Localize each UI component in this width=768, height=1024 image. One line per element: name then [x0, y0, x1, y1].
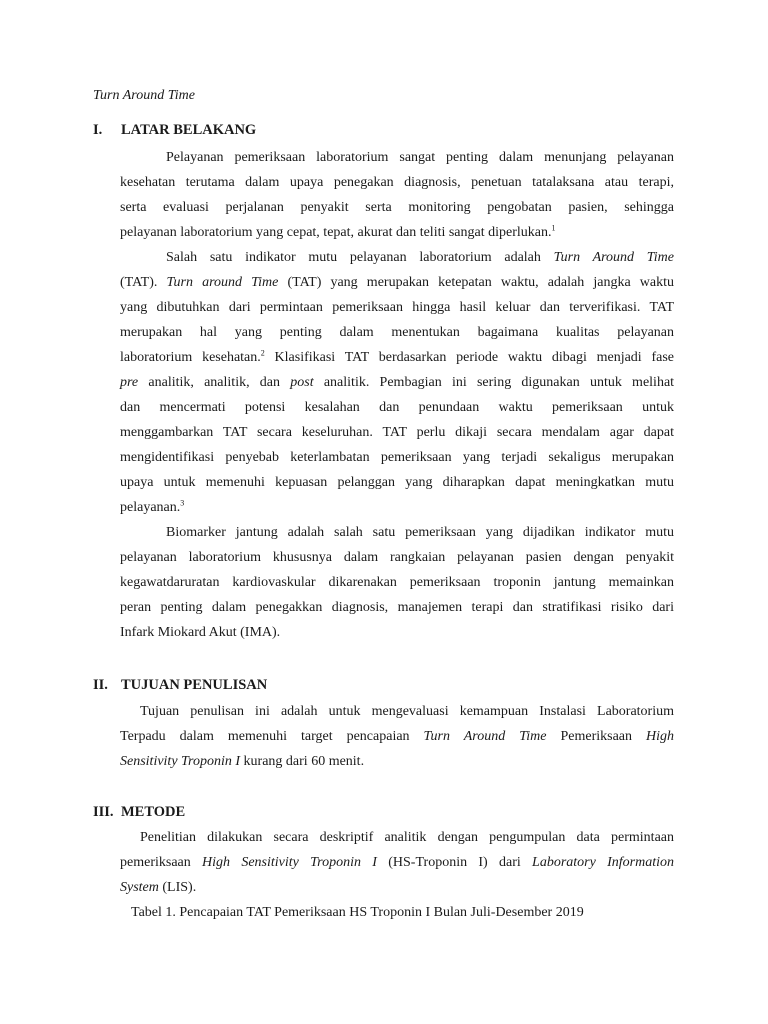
- section-number: I.: [93, 122, 103, 138]
- emphasis-text: Sensitivity Troponin I: [120, 754, 241, 769]
- line-text: analitik, analitik, dan: [148, 375, 281, 390]
- paragraph-line: [120, 498, 674, 518]
- emphasis-text: System: [120, 880, 159, 895]
- line-text: pelayanan laboratorium yang cepat, tepat, akurat dan teliti sangat diperlukan.: [120, 225, 552, 240]
- paragraph-line: serta evaluasi perjalanan penyakit serta monitoring pengobatan pasien, sehingga: [120, 200, 674, 215]
- paragraph-line: Tujuan penulisan ini adalah untuk mengevaluasi kemampuan Instalasi Laboratorium: [140, 704, 674, 719]
- paragraph-line: merupakan hal yang penting dalam menentukan bagaimana kualitas pelayanan: [120, 325, 674, 340]
- paragraph-line: kesehatan terutama dalam upaya penegakan diagnosis, penetuan tatalaksana atau terapi,: [120, 175, 674, 190]
- line-text: analitik. Pembagian ini sering digunakan untuk melihat: [323, 375, 675, 390]
- table-caption: Tabel 1. Pencapaian TAT Pemeriksaan HS Troponin I Bulan Juli-Desember 2019: [131, 905, 584, 920]
- paragraph-line: [120, 752, 674, 772]
- paragraph-line: Infark Miokard Akut (IMA).: [120, 625, 281, 640]
- line-text: (TAT).: [120, 275, 158, 290]
- emphasis-text: Laboratory Information: [532, 855, 675, 870]
- emphasis-text: post: [290, 375, 314, 390]
- paragraph-line: [120, 373, 674, 393]
- section-heading-metode: [93, 802, 185, 822]
- emphasis-text: High Sensitivity Troponin I: [202, 855, 377, 870]
- section-title: LATAR BELAKANG: [121, 122, 257, 138]
- line-text: kurang dari 60 menit.: [243, 754, 365, 769]
- paragraph-line: Pelayanan pemeriksaan laboratorium sangat penting dalam menunjang pelayanan: [166, 150, 674, 165]
- paragraph-line: kegawatdaruratan kardiovaskular dikarenakan pemeriksaan troponin jantung memainkan: [120, 575, 674, 590]
- paragraph-line: dan mencermati potensi kesalahan dan penundaan waktu pemeriksaan untuk: [120, 400, 674, 415]
- document-title: Turn Around Time: [93, 88, 195, 103]
- paragraph-line: [120, 348, 674, 368]
- emphasis-text: Turn around Time: [166, 275, 279, 290]
- paragraph-line: [166, 248, 674, 268]
- line-text: pemeriksaan: [120, 855, 191, 870]
- paragraph-line: Penelitian dilakukan secara deskriptif analitik dengan pengumpulan data permintaan: [140, 830, 674, 845]
- paragraph-line: upaya untuk memenuhi kepuasan pelanggan yang diharapkan dapat meningkatkan mutu: [120, 475, 674, 490]
- paragraph-line: peran penting dalam penegakkan diagnosis, manajemen terapi dan stratifikasi risiko dari: [120, 600, 674, 615]
- emphasis-text: High: [646, 729, 674, 744]
- section-title: TUJUAN PENULISAN: [121, 677, 268, 693]
- line-text: (LIS).: [162, 880, 197, 895]
- line-text: (HS-Troponin I) dari: [388, 855, 521, 870]
- paragraph-line: [120, 878, 674, 898]
- emphasis-text: pre: [120, 375, 139, 390]
- paragraph-line: [120, 853, 674, 873]
- paragraph-line: [120, 273, 674, 293]
- paragraph-line: [120, 223, 674, 243]
- paragraph-line: mengidentifikasi penyebab keterlambatan pemeriksaan yang terjadi sekaligus merupakan: [120, 450, 674, 465]
- line-text: Salah satu indikator mutu pelayanan laboratorium adalah: [166, 250, 541, 265]
- section-title: METODE: [121, 804, 186, 820]
- line-text: Klasifikasi TAT berdasarkan periode waktu dibagi menjadi fase: [274, 350, 674, 365]
- line-text: pelayanan.: [120, 500, 181, 515]
- line-text: Terpadu dalam memenuhi target pencapaian: [120, 729, 410, 744]
- section-number: II.: [93, 677, 108, 693]
- emphasis-text: Turn Around Time: [553, 250, 675, 265]
- line-text: laboratorium kesehatan.: [120, 350, 261, 365]
- footnote-ref: 2: [260, 348, 265, 358]
- line-text: (TAT) yang merupakan ketepatan waktu, adalah jangka waktu: [287, 275, 675, 290]
- paragraph-line: Biomarker jantung adalah salah satu pemeriksaan yang dijadikan indikator mutu: [166, 525, 674, 540]
- section-heading-latar-belakang: [93, 120, 256, 140]
- paragraph-line: pelayanan laboratorium khususnya dalam rangkaian pelayanan pasien dengan penyakit: [120, 550, 674, 565]
- paragraph-line: yang dibutuhkan dari permintaan pemeriksaan hingga hasil keluar dan terverifikasi. TAT: [120, 300, 674, 315]
- footnote-ref: 3: [180, 498, 185, 508]
- section-number: III.: [93, 804, 114, 820]
- paragraph-line: menggambarkan TAT secara keseluruhan. TAT perlu dikaji secara mendalam agar dapat: [120, 425, 674, 440]
- footnote-ref: 1: [551, 223, 556, 233]
- emphasis-text: Turn Around Time: [423, 729, 547, 744]
- paragraph-line: [120, 727, 674, 747]
- line-text: Pemeriksaan: [560, 729, 632, 744]
- section-heading-tujuan-penulisan: [93, 675, 267, 695]
